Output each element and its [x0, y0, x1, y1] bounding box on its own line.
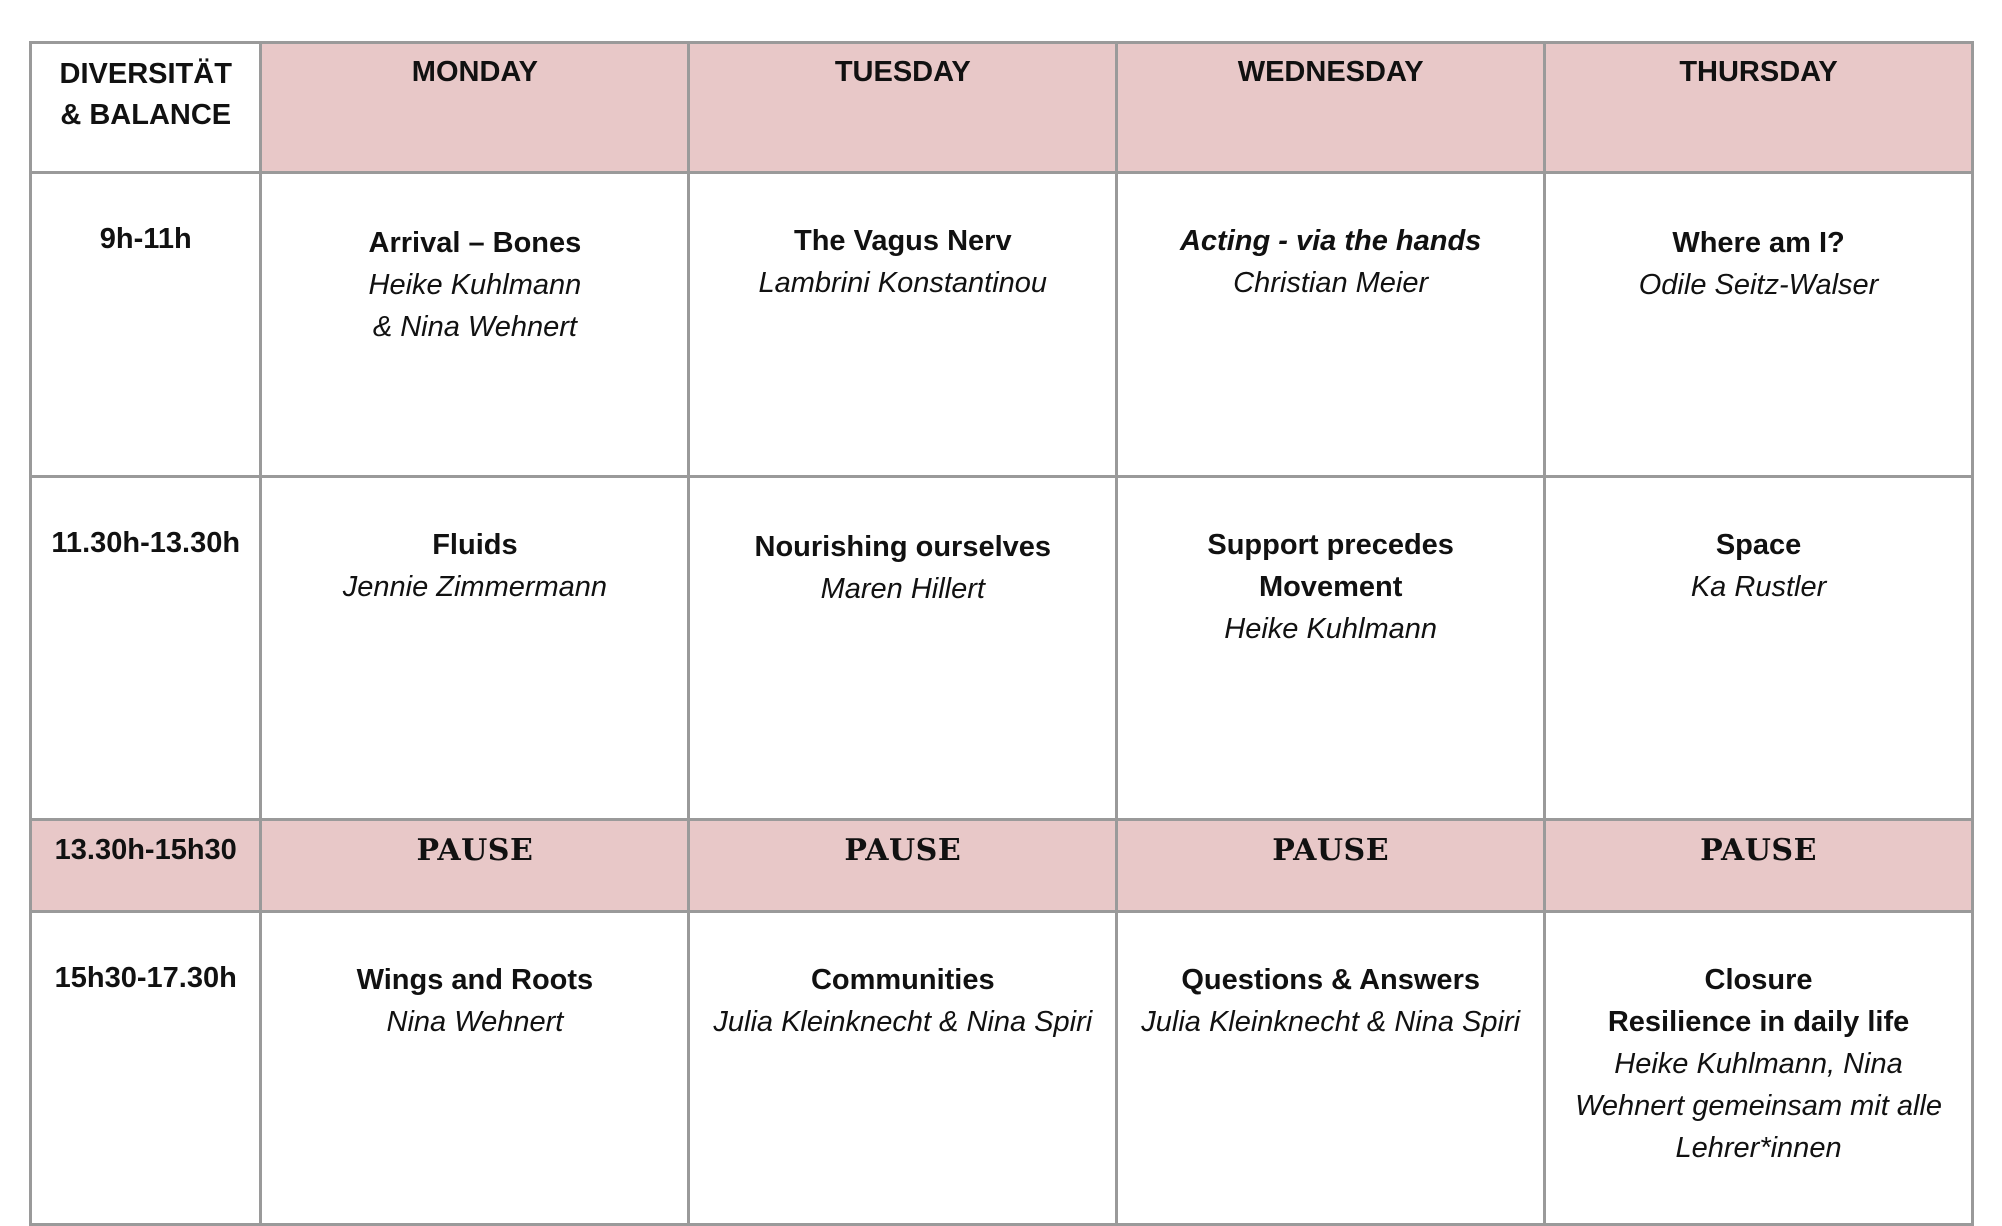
- session-cell-monday: [261, 173, 689, 477]
- session-cell-wednesday: [1117, 477, 1545, 820]
- header-row: [31, 43, 1973, 173]
- schedule-title-line1: DIVERSITÄT: [59, 58, 232, 90]
- session-teacher: Lehrer*innen: [1675, 1132, 1842, 1164]
- session-teacher: Odile Seitz-Walser: [1638, 269, 1879, 301]
- pause-cell-tuesday: PAUSE: [689, 820, 1117, 912]
- session-cell-wednesday: [1117, 912, 1545, 1225]
- session-teacher: Julia Kleinknecht & Nina Spiri: [713, 1006, 1093, 1038]
- pause-row: [31, 820, 1973, 912]
- session-title: Arrival – Bones: [368, 227, 582, 259]
- session-teacher: & Nina Wehnert: [372, 311, 577, 343]
- session-teacher: Christian Meier: [1233, 267, 1429, 299]
- schedule-title-line2: & BALANCE: [60, 99, 232, 131]
- session-cell-wednesday: [1117, 173, 1545, 477]
- session-teacher: Jennie Zimmermann: [342, 571, 608, 603]
- session-title: Acting - via the hands: [1179, 225, 1482, 257]
- session-teacher: Heike Kuhlmann: [1224, 613, 1438, 645]
- session-title: Wings and Roots: [356, 964, 594, 996]
- day-header-wednesday: WEDNESDAY: [1117, 43, 1545, 173]
- session-teacher: Ka Rustler: [1690, 571, 1827, 603]
- pause-cell-monday: PAUSE: [261, 820, 689, 912]
- session-title: Where am I?: [1672, 227, 1845, 259]
- session-teacher: Wehnert gemeinsam mit alle: [1575, 1090, 1943, 1122]
- session-title: Fluids: [432, 529, 518, 561]
- slot-row-afternoon: [31, 912, 1973, 1225]
- schedule-title-cell: [31, 43, 261, 173]
- session-title: The Vagus Nerv: [793, 225, 1012, 257]
- session-title: Nourishing ourselves: [754, 531, 1052, 563]
- slot-row-morning: [31, 173, 1973, 477]
- session-title: Movement: [1258, 571, 1403, 603]
- session-cell-monday: [261, 912, 689, 1225]
- session-teacher: Julia Kleinknecht & Nina Spiri: [1141, 1006, 1521, 1038]
- day-header-thursday: THURSDAY: [1545, 43, 1973, 173]
- session-title: Resilience in daily life: [1607, 1006, 1910, 1038]
- session-cell-tuesday: [689, 912, 1117, 1225]
- session-teacher: Lambrini Konstantinou: [758, 267, 1048, 299]
- slot-row-midday: [31, 477, 1973, 820]
- time-slot-label: 11.30h-13.30h: [31, 477, 261, 820]
- session-cell-tuesday: [689, 477, 1117, 820]
- session-title: Space: [1715, 529, 1802, 561]
- workshop-schedule-table: [29, 41, 1974, 1226]
- session-cell-tuesday: [689, 173, 1117, 477]
- day-header-monday: MONDAY: [261, 43, 689, 173]
- session-teacher: Maren Hillert: [820, 573, 985, 605]
- session-title: Communities: [810, 964, 995, 996]
- session-title: Closure: [1704, 964, 1813, 996]
- session-cell-thursday: [1545, 173, 1973, 477]
- time-slot-label: 15h30-17.30h: [31, 912, 261, 1225]
- time-slot-label: 9h-11h: [31, 173, 261, 477]
- pause-cell-thursday: PAUSE: [1545, 820, 1973, 912]
- session-title: Questions & Answers: [1181, 964, 1480, 996]
- session-teacher: Heike Kuhlmann, Nina: [1614, 1048, 1903, 1080]
- session-cell-monday: [261, 477, 689, 820]
- session-teacher: Nina Wehnert: [386, 1006, 564, 1038]
- pause-cell-wednesday: PAUSE: [1117, 820, 1545, 912]
- session-teacher: Heike Kuhlmann: [368, 269, 582, 301]
- session-cell-thursday: [1545, 477, 1973, 820]
- time-slot-label: 13.30h-15h30: [31, 820, 261, 912]
- day-header-tuesday: TUESDAY: [689, 43, 1117, 173]
- session-title: Support precedes: [1207, 529, 1454, 561]
- session-cell-thursday: [1545, 912, 1973, 1225]
